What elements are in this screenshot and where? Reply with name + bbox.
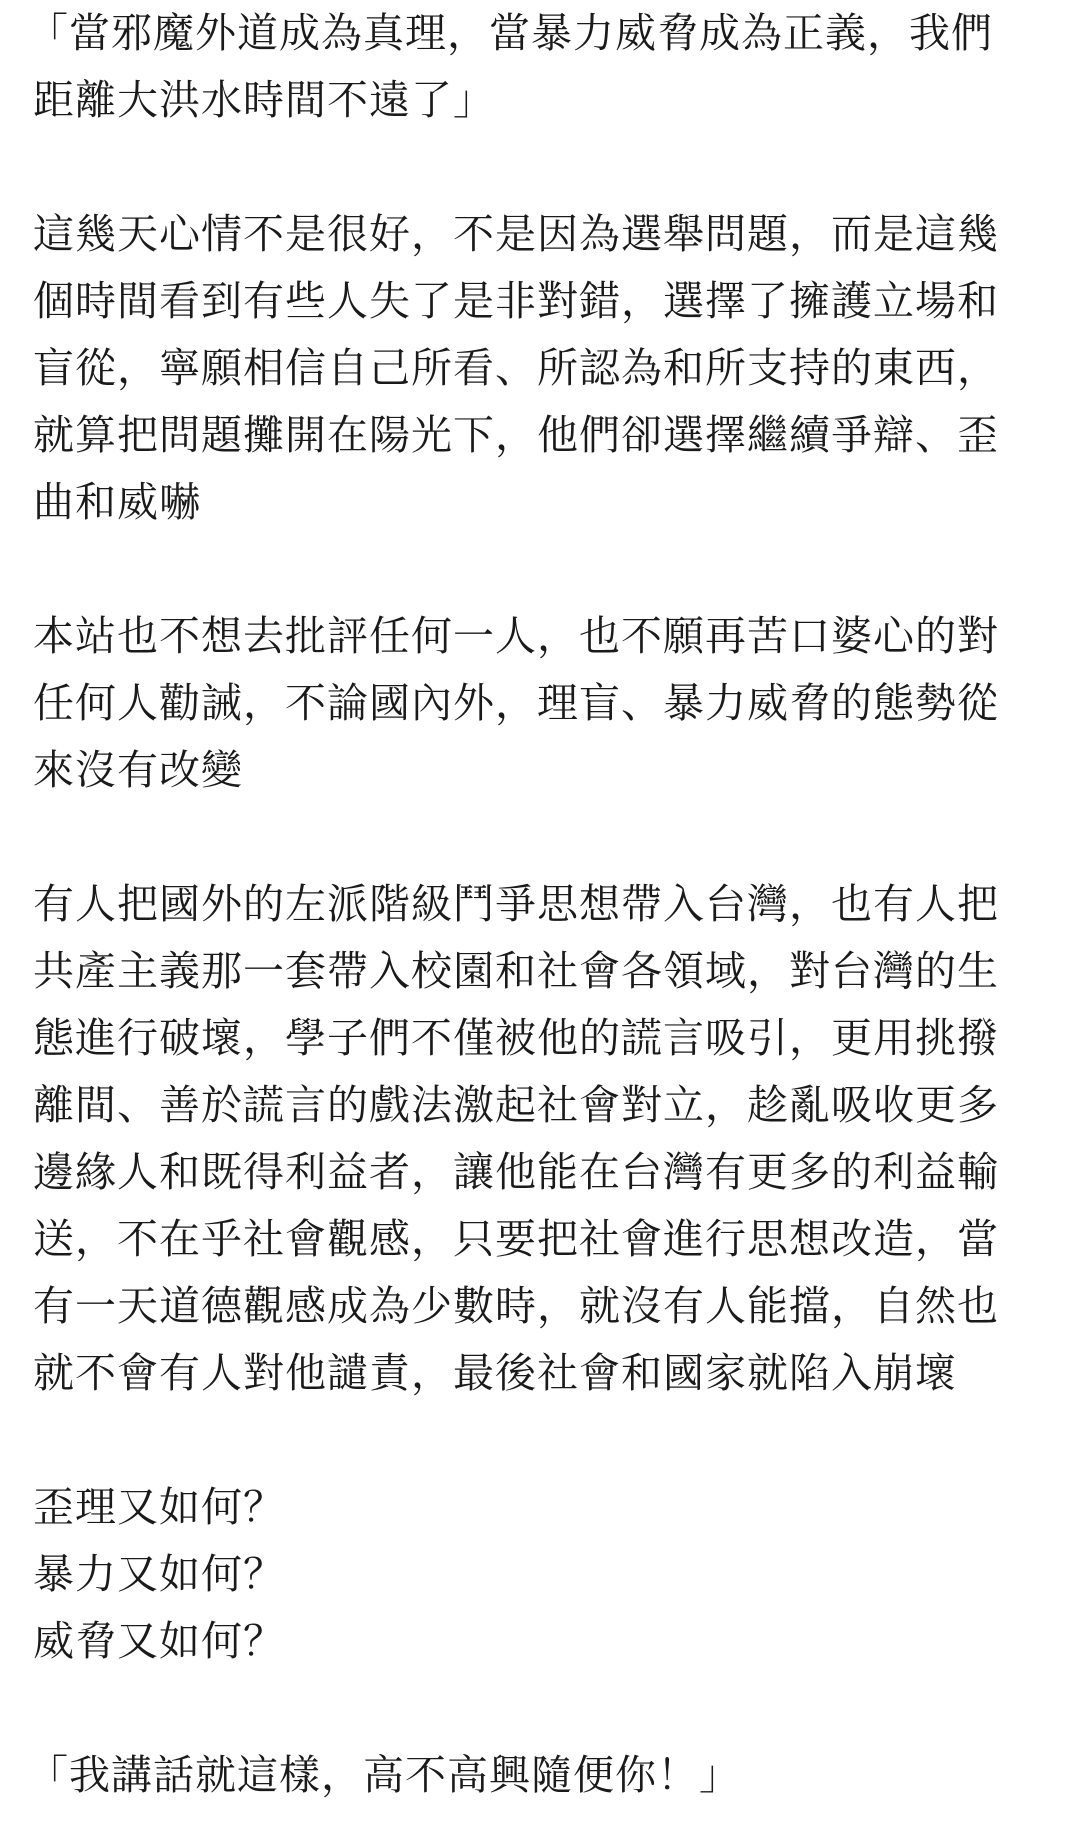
text-line: 這幾天心情不是很好，不是因為選舉問題，而是這幾: [33, 210, 999, 258]
text-line: 就不會有人對他譴責，最後社會和國家就陷入崩壞: [33, 1349, 957, 1397]
opening-quote-paragraph: [27, 0, 1053, 134]
paragraph-gap: [33, 1675, 1053, 1742]
text-line: 威脅又如何？: [33, 1617, 285, 1665]
text-line: 本站也不想去批評任何一人，也不願再苦口婆心的對: [33, 612, 999, 660]
text-line: 有一天道德觀感成為少數時，就沒有人能擋，自然也: [33, 1282, 999, 1330]
text-line: 曲和威嚇: [33, 478, 201, 526]
text-line: 「當邪魔外道成為真理，當暴力威脅成為正義，我們: [27, 9, 993, 57]
text-line: 態進行破壞，學子們不僅被他的謊言吸引，更用挑撥: [33, 1014, 999, 1062]
closing-quote-paragraph: [27, 1742, 1053, 1809]
paragraph-gap: [33, 134, 1053, 201]
text-line: 有人把國外的左派階級鬥爭思想帶入台灣，也有人把: [33, 880, 999, 928]
text-line: 歪理又如何？: [33, 1483, 285, 1531]
paragraph-stance: [33, 603, 1053, 804]
text-line: 邊緣人和既得利益者，讓他能在台灣有更多的利益輸: [33, 1148, 999, 1196]
text-line: 個時間看到有些人失了是非對錯，選擇了擁護立場和: [33, 277, 999, 325]
text-line: 送，不在乎社會觀感，只要把社會進行思想改造，當: [33, 1215, 999, 1263]
text-line: 就算把問題攤開在陽光下，他們卻選擇繼續爭辯、歪: [33, 411, 999, 459]
text-line: 來沒有改變: [33, 746, 243, 794]
text-line: 共產主義那一套帶入校園和社會各領域，對台灣的生: [33, 947, 999, 995]
text-line: 暴力又如何？: [33, 1550, 285, 1598]
paragraph-mood: [33, 201, 1053, 536]
text-line: 「我講話就這樣，高不高興隨便你！」: [27, 1751, 741, 1799]
paragraph-gap: [33, 536, 1053, 603]
text-line: 盲從，寧願相信自己所看、所認為和所支持的東西，: [33, 344, 999, 392]
text-line: 離間、善於謊言的戲法激起社會對立，趁亂吸收更多: [33, 1081, 999, 1129]
paragraph-ideology: [33, 871, 1053, 1407]
paragraph-gap: [33, 1407, 1053, 1474]
text-line: 任何人勸誡，不論國內外，理盲、暴力威脅的態勢從: [33, 679, 999, 727]
article-body: [27, 0, 1053, 1809]
text-line: 距離大洪水時間不遠了」: [33, 76, 495, 124]
paragraph-gap: [33, 804, 1053, 871]
paragraph-questions: [33, 1474, 1053, 1675]
